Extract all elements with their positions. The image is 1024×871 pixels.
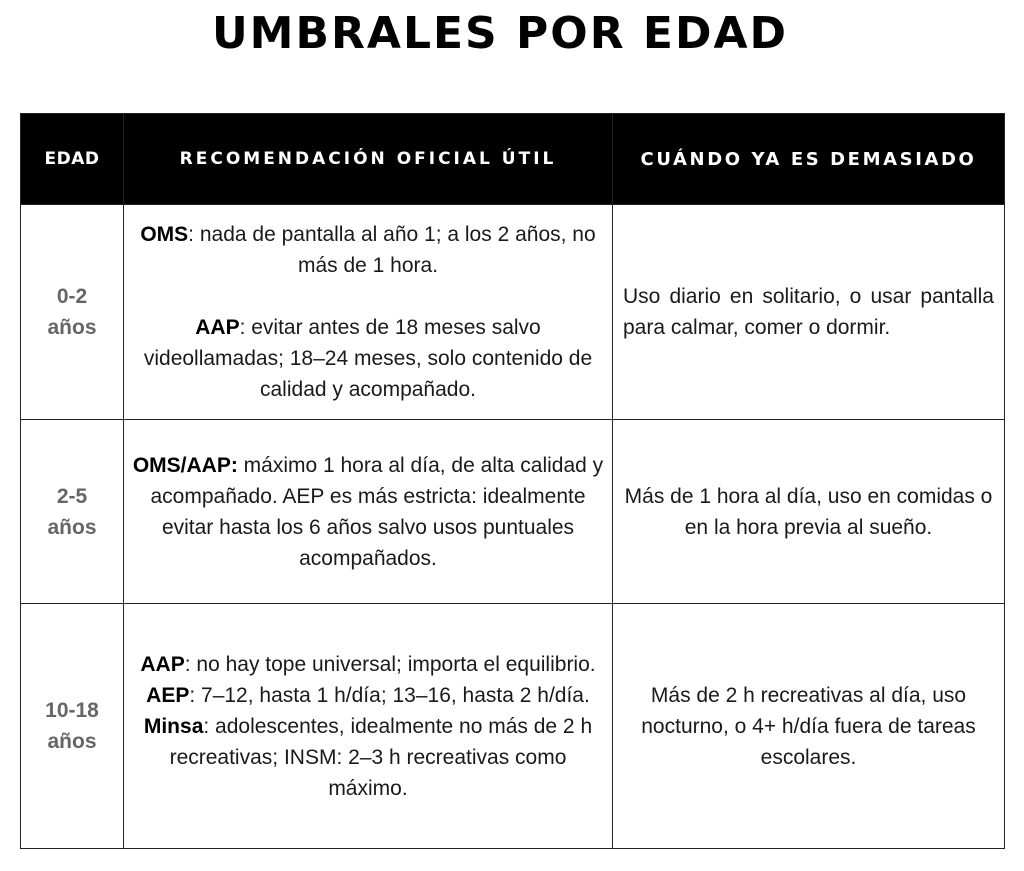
too-much-cell: Más de 2 h recreativas al día, uso nocturno, o 4+ h/día fuera de tareas escolares.	[613, 604, 1005, 849]
age-unit: años	[47, 316, 97, 339]
org-name: AEP	[146, 683, 190, 707]
age-value: 10-18	[45, 699, 99, 722]
recommendation-text: máximo 1 hora al día, de alta calidad y acompañado. AEP es más estricta: idealmente evitar hasta los 6 años salvo usos puntuales acompañados.	[150, 453, 604, 570]
too-much-cell: Más de 1 hora al día, uso en comidas o en la hora previa al sueño.	[613, 420, 1005, 604]
table-row	[21, 205, 1005, 420]
header-too-much: CUÁNDO YA ES DEMASIADO	[613, 114, 1005, 205]
age-cell	[21, 205, 124, 420]
table-header-row	[21, 114, 1005, 205]
org-name: OMS/AAP:	[132, 453, 238, 477]
table-row	[21, 604, 1005, 849]
org-name: AAP	[140, 652, 185, 676]
age-cell	[21, 604, 124, 849]
recommendation-cell	[124, 420, 613, 604]
recommendation-cell	[124, 205, 613, 420]
recommendation-entry	[132, 219, 604, 281]
recommendation-entry	[132, 680, 604, 711]
recommendation-text: : adolescentes, idealmente no más de 2 h recreativas; INSM: 2–3 h recreativas como máximo.	[169, 714, 593, 800]
recommendation-text: : no hay tope universal; importa el equilibrio.	[184, 652, 596, 676]
recommendation-text: : evitar antes de 18 meses salvo videollamadas; 18–24 meses, solo contenido de calidad y acompañado.	[143, 316, 593, 401]
recommendation-cell	[124, 604, 613, 849]
header-age: EDAD	[21, 114, 124, 205]
page-title: UMBRALES POR EDAD	[211, 8, 789, 59]
org-name: AAP	[195, 316, 240, 339]
too-much-cell: Uso diario en solitario, o usar pantalla para calmar, comer o dormir.	[613, 205, 1005, 420]
recommendation-entry	[132, 450, 604, 574]
recommendation-entry	[132, 711, 604, 804]
recommendation-entry	[132, 312, 604, 405]
recommendation-text: : 7–12, hasta 1 h/día; 13–16, hasta 2 h/día.	[189, 683, 590, 707]
org-name: OMS	[140, 223, 189, 246]
recommendation-text: : nada de pantalla al año 1; a los 2 años, no más de 1 hora.	[188, 223, 596, 277]
age-cell	[21, 420, 124, 604]
org-name: Minsa	[143, 714, 204, 738]
age-unit: años	[47, 730, 97, 753]
age-value: 2-5	[56, 484, 88, 508]
age-thresholds-table	[20, 113, 1005, 849]
age-value: 0-2	[56, 285, 88, 308]
recommendation-entry	[132, 649, 604, 680]
table-row	[21, 420, 1005, 604]
age-unit: años	[47, 515, 97, 539]
header-recommendation: RECOMENDACIÓN OFICIAL ÚTIL	[124, 114, 613, 205]
